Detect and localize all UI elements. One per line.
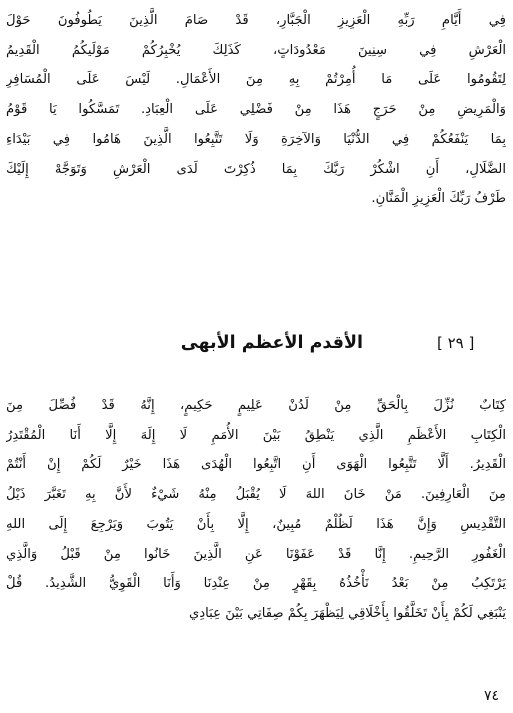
text-line: طَرْفُ رَبِّكَ الْعَزِيزِ الْمَنَّانِ. (371, 191, 506, 207)
text-line: مِنَ الْعَارِفِينَ. مَنْ خَانَ اللهَ لَا يُقْبَلُ مِنْهُ شَيْءٌ لأَنَّ بِهِ تَغَبَّرَ ذَيْلُ (6, 487, 506, 503)
text-line: وَالْمَرِيضِ مِنْ حَرَجٍ هَذَا مِنْ فَضْلِي عَلَى الْعِبَادِ. تَمَسَّكُوا يَا قَوْمُ (6, 102, 506, 118)
page-number: ٧٤ (484, 688, 500, 704)
section-title: الأقدم الأعظم الأبهى (180, 333, 363, 353)
text-line: الْكِتَابِ الأَعْظَمِ الَّذِي يَنْطِقُ بَيْنَ الأُمَمِ لَا إِلَهَ إِلَّا أَنَا الْمُقْتَدِرُ (6, 427, 506, 443)
text-line: الْغَفُورِ الرَّحِيمِ. إِنَّا قَدْ عَفَوْنَا عَنِ الَّذِينَ خَانُوا مِنْ قَبْلُ وَالَّذِي (6, 546, 506, 562)
text-line: الضَّلَالِ، أَنِ اشْكُرْ رَبَّكَ بِمَا ذُكِرْتَ لَدَى الْعَرْشِ وَتَوَجَّهْ إِلَيْكَ (6, 161, 506, 177)
text-line: بِمَا يَنْفَعُكُمْ فِي الدُّنْيَا وَالآخِرَةِ وَلَا تَتَّبِعُوا الَّذِينَ هَامُوا فِي بَيْدَاءِ (6, 131, 506, 147)
text-line: لِتَقُومُوا عَلَى مَا أُمِرْتُمْ بِهِ مِنَ الأَعْمَالِ. لَيْسَ عَلَى الْمُسَافِرِ (6, 72, 506, 88)
text-line: يَنْبَغِي لَكُمْ بِأَنْ تَخَلَّقُوا بِأَخْلَاقِي لِيَظْهَرَ بِكُمْ صِفَاتِي بَيْنَ عِبَادِي (188, 605, 506, 621)
text-line: الْقَدِيرُ. أَلَّا تَتَّبِعُوا الْهَوَى أَنِ اتَّبِعُوا الْهُدَى هَذَا خَيْرٌ لَكُمْ إِنْ أَنْتُمْ (6, 457, 506, 473)
section-number: [ ٢٩ ] (437, 334, 475, 352)
bottom-paragraph (6, 391, 506, 629)
text-line: كِتَابٌ نُزِّلَ بِالْحَقِّ مِنْ لَدُنْ عَلِيمٍ حَكِيمٍ، إِنَّهُ قَدْ فُصِّلَ مِنَ (6, 398, 506, 413)
text-line: التَّقْدِيسِ وَإِنَّ هَذَا لَظُلْمٌ مُبِينٌ، إِلَّا بِأَنْ يَتُوبَ وَيَرْجِعَ إِلَى اللهِ (6, 516, 506, 532)
text-line: فِي أَيَّامِ رَبِّهِ الْعَزِيزِ الْجَبَّارِ، قَدْ صَامَ الَّذِينَ يَطُوفُونَ حَوْلَ (6, 13, 506, 28)
text-line: يَرْتَكِبُ مِنْ بَعْدُ نَأْخُذُهُ بِقَهْرٍ مِنْ عِنْدِنَا وَأَنَا الْقَوِيُّ الشَّدِيدُ. قُلْ (6, 576, 506, 592)
text-line: الْعَرْشِ فِي سِنِينَ مَعْدُودَاتٍ، كَذَلِكَ يُخْبِرُكُمْ مَوْلَيكُمُ الْقَدِيمُ (6, 42, 506, 58)
section-heading (0, 328, 513, 358)
top-paragraph (6, 6, 506, 214)
